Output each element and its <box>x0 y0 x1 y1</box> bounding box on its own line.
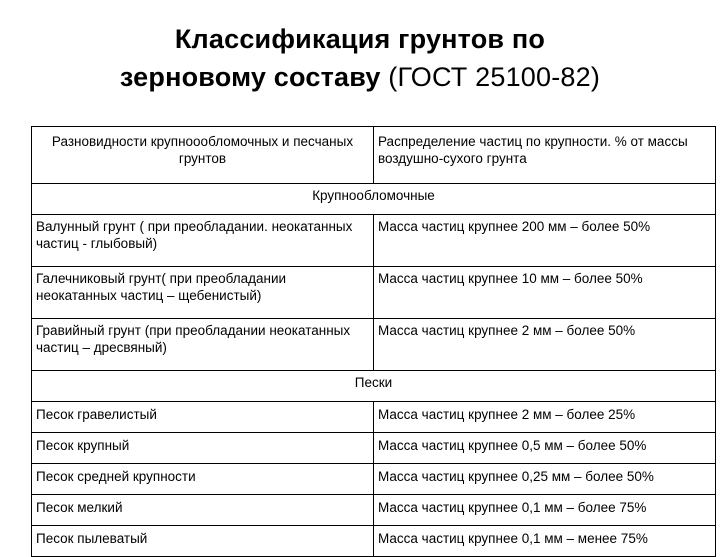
header-distribution: Распределение частиц по крупности. % от массы воздушно-сухого грунта <box>374 127 716 184</box>
table-row <box>32 526 716 557</box>
title-line-2 <box>0 58 720 96</box>
title-line-1: Классификация грунтов по <box>174 24 546 54</box>
page-title <box>0 20 720 96</box>
classification-table <box>31 126 716 557</box>
distribution-cell: Масса частиц крупнее 0,25 мм – более 50% <box>374 464 716 495</box>
soil-type-cell: Валунный грунт ( при преобладании. неокатанных частиц - глыбовый) <box>32 215 374 267</box>
distribution-cell: Масса частиц крупнее 0,1 мм – более 75% <box>374 495 716 526</box>
title-line-2-bold: зерновому составу <box>119 62 381 92</box>
soil-type-cell: Песок крупный <box>32 433 374 464</box>
distribution-cell: Масса частиц крупнее 2 мм – более 25% <box>374 402 716 433</box>
table-row <box>32 319 716 371</box>
soil-type-cell: Песок гравелистый <box>32 402 374 433</box>
soil-type-cell: Гравийный грунт (при преобладании неокатанных частиц – дресвяный) <box>32 319 374 371</box>
section-row-coarse <box>32 184 716 215</box>
table-row <box>32 402 716 433</box>
soil-type-cell: Галечниковый грунт( при преобладании неокатанных частиц – щебенистый) <box>32 267 374 319</box>
table-row <box>32 495 716 526</box>
section-row-sands <box>32 371 716 402</box>
table-row <box>32 433 716 464</box>
table-row <box>32 267 716 319</box>
distribution-cell: Масса частиц крупнее 0,5 мм – более 50% <box>374 433 716 464</box>
table-header-row <box>32 127 716 184</box>
soil-type-cell: Песок мелкий <box>32 495 374 526</box>
distribution-cell: Масса частиц крупнее 200 мм – более 50% <box>374 215 716 267</box>
soil-type-cell: Песок средней крупности <box>32 464 374 495</box>
distribution-cell: Масса частиц крупнее 0,1 мм – менее 75% <box>374 526 716 557</box>
header-soil-types: Разновидности крупноообломочных и песчаных грунтов <box>32 127 374 184</box>
distribution-cell: Масса частиц крупнее 10 мм – более 50% <box>374 267 716 319</box>
table-row <box>32 215 716 267</box>
distribution-cell: Масса частиц крупнее 2 мм – более 50% <box>374 319 716 371</box>
section-coarse: Крупнообломочные <box>32 184 716 215</box>
title-standard-ref: (ГОСТ 25100-82) <box>388 62 601 92</box>
table-row <box>32 464 716 495</box>
section-sands: Пески <box>32 371 716 402</box>
soil-type-cell: Песок пылеватый <box>32 526 374 557</box>
